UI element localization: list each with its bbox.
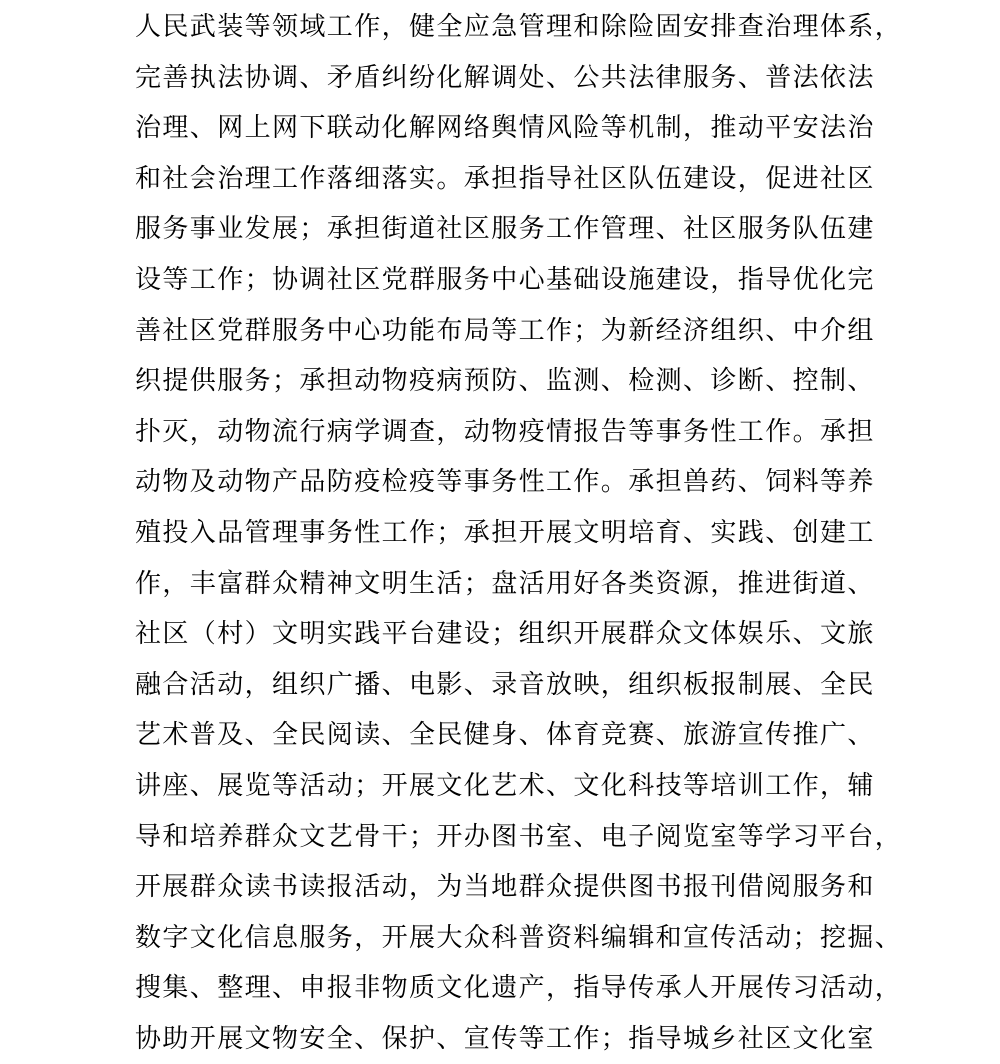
body-text xyxy=(135,2,903,1064)
text-line: 搜集、整理、申报非物质文化遗产，指导传承人开展传习活动， xyxy=(135,973,903,1004)
text-line: 人民武装等领域工作，健全应急管理和除险固安排查治理体系， xyxy=(135,12,903,42)
text-line: 开展群众读书读报活动，为当地群众提供图书报刊借阅服务和 xyxy=(135,872,875,903)
text-line: 扑灭，动物流行病学调查，动物疫情报告等事务性工作。承担 xyxy=(135,416,875,447)
text-line: 殖投入品管理事务性工作；承担开展文明培育、实践、创建工 xyxy=(135,517,875,548)
text-line: 设等工作；协调社区党群服务中心基础设施建设，指导优化完 xyxy=(135,264,875,295)
text-line: 完善执法协调、矛盾纠纷化解调处、公共法律服务、普法依法 xyxy=(135,62,875,93)
text-line: 服务事业发展；承担街道社区服务工作管理、社区服务队伍建 xyxy=(135,214,875,245)
text-line: 善社区党群服务中心功能布局等工作；为新经济组织、中介组 xyxy=(135,315,875,346)
text-line: 导和培养群众文艺骨干；开办图书室、电子阅览室等学习平台， xyxy=(135,821,903,852)
text-line: 动物及动物产品防疫检疫等事务性工作。承担兽药、饲料等养 xyxy=(135,467,875,498)
text-line: 社区（村）文明实践平台建设；组织开展群众文体娱乐、文旅 xyxy=(135,619,875,650)
text-line: 作，丰富群众精神文明生活；盘活用好各类资源，推进街道、 xyxy=(135,568,875,599)
text-line: 融合活动，组织广播、电影、录音放映，组织板报制展、全民 xyxy=(135,669,875,700)
text-line: 治理、网上网下联动化解网络舆情风险等机制，推动平安法治 xyxy=(135,113,875,144)
text-line: 协助开展文物安全、保护、宣传等工作；指导城乡社区文化室 xyxy=(135,1023,875,1054)
text-line: 和社会治理工作落细落实。承担指导社区队伍建设，促进社区 xyxy=(135,163,875,194)
text-line: 讲座、展览等活动；开展文化艺术、文化科技等培训工作，辅 xyxy=(135,770,875,801)
text-line: 数字文化信息服务，开展大众科普资料编辑和宣传活动；挖掘、 xyxy=(135,922,903,953)
text-line: 织提供服务；承担动物疫病预防、监测、检测、诊断、控制、 xyxy=(135,366,875,397)
text-line: 艺术普及、全民阅读、全民健身、体育竞赛、旅游宣传推广、 xyxy=(135,720,875,751)
